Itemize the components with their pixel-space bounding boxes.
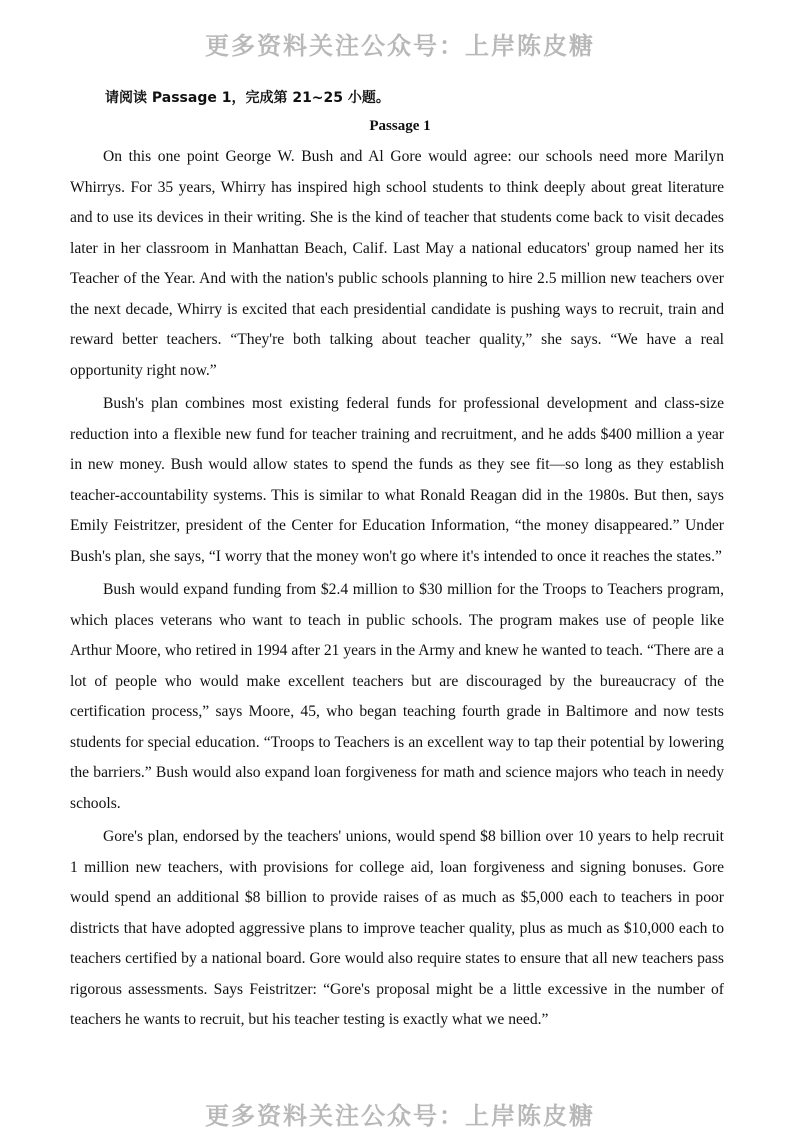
paragraph-1: On this one point George W. Bush and Al Gore would agree: our schools need more Marilyn Whirrys. For 35 years, Whirry has inspired high school students to think deeply about great literature and to use its devices in their writing. She is the kind of teacher that students come back to visit decades later in her classroom in Manhattan Beach, Calif. Last May a national educators' group named her its Teacher of the Year. And with the nation's public schools planning to hire 2.5 million new teachers over the next decade, Whirry is excited that each presidential candidate is pushing ways to recruit, train and reward better teachers. “They're both talking about teacher quality,” she says. “We have a real opportunity right now.” [70,148,724,379]
paragraph-4: Gore's plan, endorsed by the teachers' unions, would spend $8 billion over 10 years to help recruit 1 million new teachers, with provisions for college aid, loan forgiveness and signing bonuses. Gore would spend an additional $8 billion to provide raises of as much as $5,000 each to teachers in poor districts that have adopted aggressive plans to improve teacher quality, plus as much as $10,000 each to teachers certified by a national board. Gore would also require states to ensure that all new teachers pass rigorous assessments. Says Feistritzer: “Gore's proposal might be a little excessive in the number of teachers he wants to recruit, but his teacher testing is exactly what we need.” [70,828,724,1028]
passage-body [70,142,724,1039]
passage-title: Passage 1 [369,118,431,134]
paragraph-3: Bush would expand funding from $2.4 million to $30 million for the Troops to Teachers program, which places veterans who want to teach in public schools. The program makes use of people like Arthur Moore, who retired in 1994 after 21 years in the Army and knew he wanted to teach. “There are a lot of people who would make excellent teachers but are discouraged by the bureaucracy of the certification process,” says Moore, 45, who began teaching fourth grade in Baltimore and now tests students for special education. “Troops to Teachers is an excellent way to tap their potential by lowering the barriers.” Bush would also expand loan forgiveness for math and science majors who teach in needy schools. [70,581,724,812]
instruction-text: 请阅读 Passage 1，完成第 21~25 小题。 [105,90,390,106]
paragraph-2: Bush's plan combines most existing federal funds for professional development and class-size reduction into a flexible new fund for teacher training and recruitment, and he adds $400 million a year in new money. Bush would allow states to spend the funds as they see fit—so long as they establish teacher-accountability systems. This is similar to what Ronald Reagan did in the 1980s. But then, says Emily Feistritzer, president of the Center for Education Information, “the money disappeared.” Under Bush's plan, she says, “I worry that the money won't go where it's intended to once it reaches the states.” [70,395,724,565]
watermark-top: 更多资料关注公众号：上岸陈皮糖 [205,32,595,60]
watermark-bottom: 更多资料关注公众号：上岸陈皮糖 [205,1102,595,1130]
